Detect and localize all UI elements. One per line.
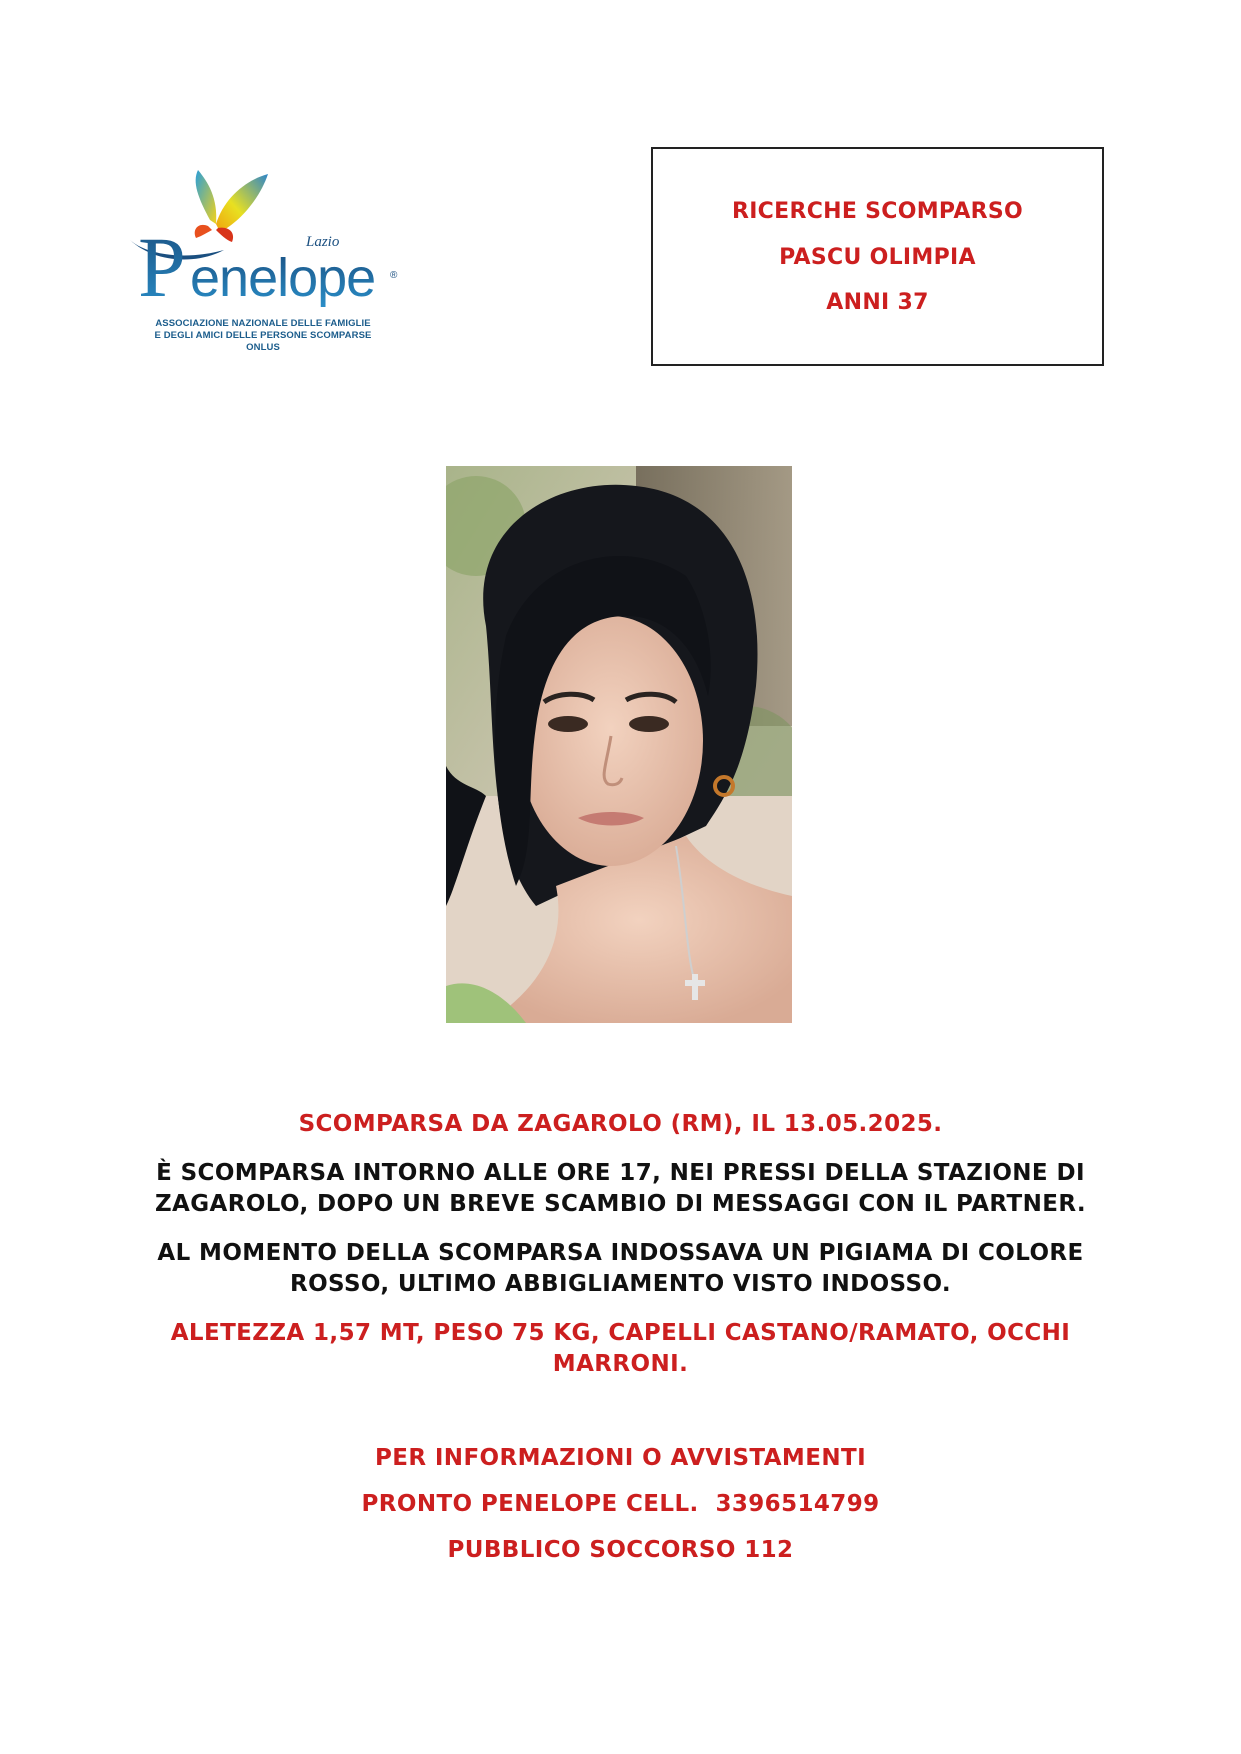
- physical-description: ALETEZZA 1,57 MT, PESO 75 KG, CAPELLI CASTANO/RAMATO, OCCHI MARRONI.: [170, 1320, 1071, 1377]
- missing-person-name: PASCU OLIMPIA: [779, 245, 976, 270]
- logo-caption: [128, 318, 398, 354]
- butterfly-logo-icon: [128, 168, 408, 318]
- penelope-phone: PRONTO PENELOPE CELL. 3396514799: [361, 1491, 880, 1517]
- contact-info-heading: PER INFORMAZIONI O AVVISTAMENTI: [374, 1445, 867, 1471]
- logo-caption-line3: ONLUS: [246, 342, 280, 353]
- svg-text:Lazio: Lazio: [306, 234, 340, 250]
- clothing-text: AL MOMENTO DELLA SCOMPARSA INDOSSAVA UN PIGIAMA DI COLORE ROSSO, ULTIMO ABBIGLIAMENTO VISTO INDOSSO.: [157, 1240, 1084, 1297]
- disappearance-info: SCOMPARSA DA ZAGAROLO (RM), IL 13.05.2025.: [298, 1111, 943, 1137]
- circumstances-text: È SCOMPARSA INTORNO ALLE ORE 17, NEI PRESSI DELLA STAZIONE DI ZAGAROLO, DOPO UN BREVE SCAMBIO DI MESSAGGI CON IL PARTNER.: [154, 1160, 1087, 1217]
- header-title: RICERCHE SCOMPARSO: [731, 199, 1024, 224]
- svg-text:enelope: enelope: [190, 248, 376, 308]
- logo-caption-line2: E DEGLI AMICI DELLE PERSONE SCOMPARSE: [154, 330, 372, 341]
- svg-text:P: P: [138, 219, 186, 315]
- penelope-logo: [128, 168, 408, 368]
- emergency-number: PUBBLICO SOCCORSO 112: [447, 1537, 794, 1563]
- svg-text:®: ®: [390, 270, 398, 281]
- missing-person-age: ANNI 37: [826, 290, 929, 315]
- missing-person-header-box: [651, 147, 1104, 366]
- missing-person-photo: [446, 466, 792, 1023]
- portrait-image: [446, 466, 792, 1023]
- logo-caption-line1: ASSOCIAZIONE NAZIONALE DELLE FAMIGLIE: [155, 318, 371, 329]
